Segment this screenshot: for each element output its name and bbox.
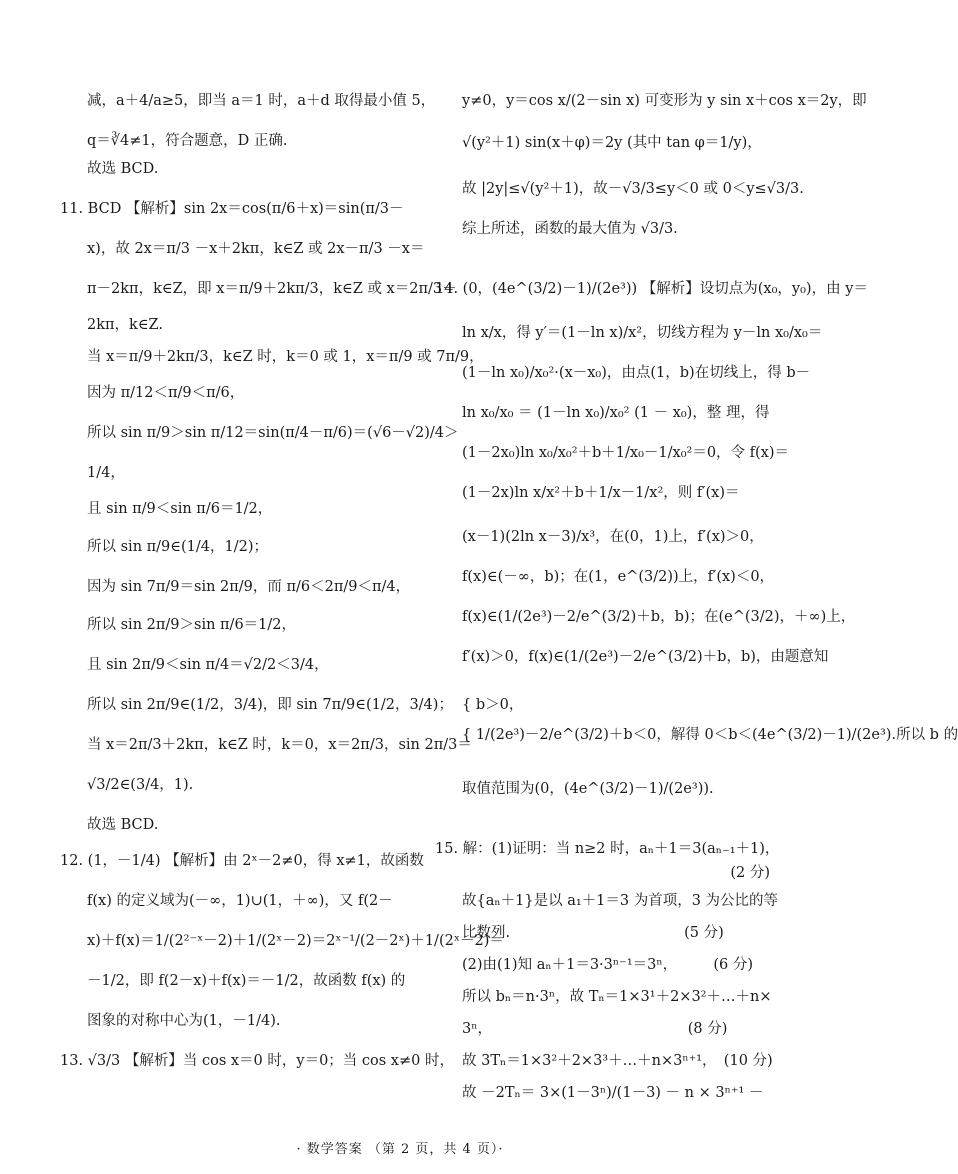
right-line-3: 故 |2y|≤√(y²＋1)，故－√3/3≤y＜0 或 0＜y≤√3/3. (462, 181, 804, 197)
left-line-20: 故选 BCD. (87, 817, 159, 833)
right-line-19: (2 分) (730, 865, 770, 881)
right-line-20: 故{aₙ＋1}是以 a₁＋1＝3 为首项，3 为公比的等 (462, 893, 779, 909)
left-line-6: π－2kπ，k∈Z，即 x＝π/9＋2kπ/3，k∈Z 或 x＝2π/3＋ (87, 281, 457, 297)
right-line-4: 综上所述，函数的最大值为 √3/3. (462, 221, 678, 237)
page-footer: · 数学答案 （第 2 页，共 4 页）· (296, 1142, 504, 1157)
right-line-26: 故 －2Tₙ＝ 3×(1－3ⁿ)/(1－3) － n × 3ⁿ⁺¹ － (462, 1085, 764, 1101)
left-line-13: 所以 sin π/9∈(1/4，1/2)； (87, 539, 268, 555)
right-line-10: (1－2x)ln x/x²＋b＋1/x－1/x²，则 f′(x)＝ (462, 485, 740, 501)
right-line-25: 故 3Tₙ＝1×3²＋2×3³＋…＋n×3ⁿ⁺¹， (10 分) (462, 1053, 773, 1069)
right-line-17: 取值范围为(0，(4e^(3/2)－1)/(2e³)). (462, 781, 714, 797)
left-line-3: 故选 BCD. (87, 161, 159, 177)
left-line-15: 所以 sin 2π/9＞sin π/6＝1/2， (87, 617, 297, 633)
right-line-18: 15. 解：(1)证明：当 n≥2 时，aₙ＋1＝3(aₙ₋₁＋1)， (435, 841, 780, 857)
right-line-11: (x－1)(2ln x－3)/x³，在(0，1)上，f′(x)＞0， (462, 529, 764, 545)
left-line-8: 当 x＝π/9＋2kπ/3，k∈Z 时，k＝0 或 1，x＝π/9 或 7π/9， (87, 349, 484, 365)
left-line-26: 13. √3/3 【解析】当 cos x＝0 时，y＝0；当 cos x≠0 时， (60, 1053, 454, 1069)
left-line-19: √3/2∈(3/4，1). (87, 777, 194, 793)
left-line-21: 12. (1，－1/4) 【解析】由 2ˣ－2≠0，得 x≠1，故函数 (60, 853, 424, 869)
left-line-24: －1/2，即 f(2－x)＋f(x)＝－1/2，故函数 f(x) 的 (87, 973, 406, 989)
right-line-21: 比数列. (5 分) (462, 925, 724, 941)
left-line-25: 图象的对称中心为(1，－1/4). (87, 1013, 281, 1029)
left-line-7: 2kπ，k∈Z. (87, 317, 163, 333)
left-line-1: 减，a＋4/a≥5，即当 a＝1 时，a＋d 取得最小值 5， (87, 93, 436, 109)
right-line-9: (1－2x₀)ln x₀/x₀²＋b＋1/x₀－1/x₀²＝0，令 f(x)＝ (462, 445, 790, 461)
right-line-22: (2)由(1)知 aₙ＋1＝3·3ⁿ⁻¹＝3ⁿ， (6 分) (462, 957, 754, 973)
right-line-12: f(x)∈(－∞，b)；在(1，e^(3/2))上，f′(x)＜0， (462, 569, 775, 585)
right-line-8: ln x₀/x₀ ＝ (1－ln x₀)/x₀² (1 － x₀)，整 理，得 (462, 405, 770, 421)
right-line-16: { 1/(2e³)－2/e^(3/2)＋b＜0，解得 0＜b＜(4e^(3/2)－1)/(2e³).所以 b 的 (462, 727, 958, 743)
left-line-16: 且 sin 2π/9＜sin π/4＝√2/2＜3/4， (87, 657, 329, 673)
right-line-24: 3ⁿ， (8 分) (462, 1021, 728, 1037)
left-line-10: 所以 sin π/9＞sin π/12＝sin(π/4－π/6)＝(√6－√2)/4＞ (87, 425, 459, 441)
left-line-9: 因为 π/12＜π/9＜π/6， (87, 385, 245, 401)
right-line-2: √(y²＋1) sin(x＋φ)＝2y (其中 tan φ＝1/y)， (462, 135, 762, 151)
right-line-13: f(x)∈(1/(2e³)－2/e^(3/2)＋b，b)；在(e^(3/2)，＋∞)上， (462, 609, 856, 625)
right-line-7: (1－ln x₀)/x₀²·(x－x₀)，由点(1，b)在切线上，得 b－ (462, 365, 811, 381)
left-line-22: f(x) 的定义域为(－∞，1)∪(1，＋∞)，又 f(2－ (87, 893, 393, 909)
left-line-23: x)＋f(x)＝1/(2²⁻ˣ－2)＋1/(2ˣ－2)＝2ˣ⁻¹/(2－2ˣ)＋1/(2ˣ－2)＝ (87, 933, 504, 949)
right-line-5: 14. (0，(4e^(3/2)－1)/(2e³)) 【解析】设切点为(x₀，y₀)，由 y＝ (435, 281, 868, 297)
right-line-15: { b＞0， (462, 697, 524, 713)
right-line-23: 所以 bₙ＝n·3ⁿ，故 Tₙ＝1×3¹＋2×3²＋…＋n× (462, 989, 772, 1005)
left-line-2: q＝∛4≠1，符合题意，D 正确. (87, 133, 288, 149)
right-line-6: ln x/x，得 y′＝(1－ln x)/x²，切线方程为 y－ln x₀/x₀＝ (462, 325, 823, 341)
left-line-17: 所以 sin 2π/9∈(1/2，3/4)，即 sin 7π/9∈(1/2，3/4)； (87, 697, 453, 713)
right-line-1: y≠0，y＝cos x/(2－sin x) 可变形为 y sin x＋cos x＝2y，即 (462, 93, 867, 109)
left-line-12: 且 sin π/9＜sin π/6＝1/2， (87, 501, 273, 517)
left-line-5: x)，故 2x＝π/3 －x＋2kπ，k∈Z 或 2x－π/3 －x＝ (87, 241, 425, 257)
left-line-18: 当 x＝2π/3＋2kπ，k∈Z 时，k＝0，x＝2π/3，sin 2π/3＝ (87, 737, 472, 753)
right-line-14: f′(x)＞0，f(x)∈(1/(2e³)－2/e^(3/2)＋b，b)，由题意知 (462, 649, 829, 665)
left-line-11: 1/4， (87, 465, 125, 481)
left-line-14: 因为 sin 7π/9＝sin 2π/9，而 π/6＜2π/9＜π/4， (87, 579, 411, 595)
left-line-4: 11. BCD 【解析】sin 2x＝cos(π/6＋x)＝sin(π/3－ (60, 201, 404, 217)
